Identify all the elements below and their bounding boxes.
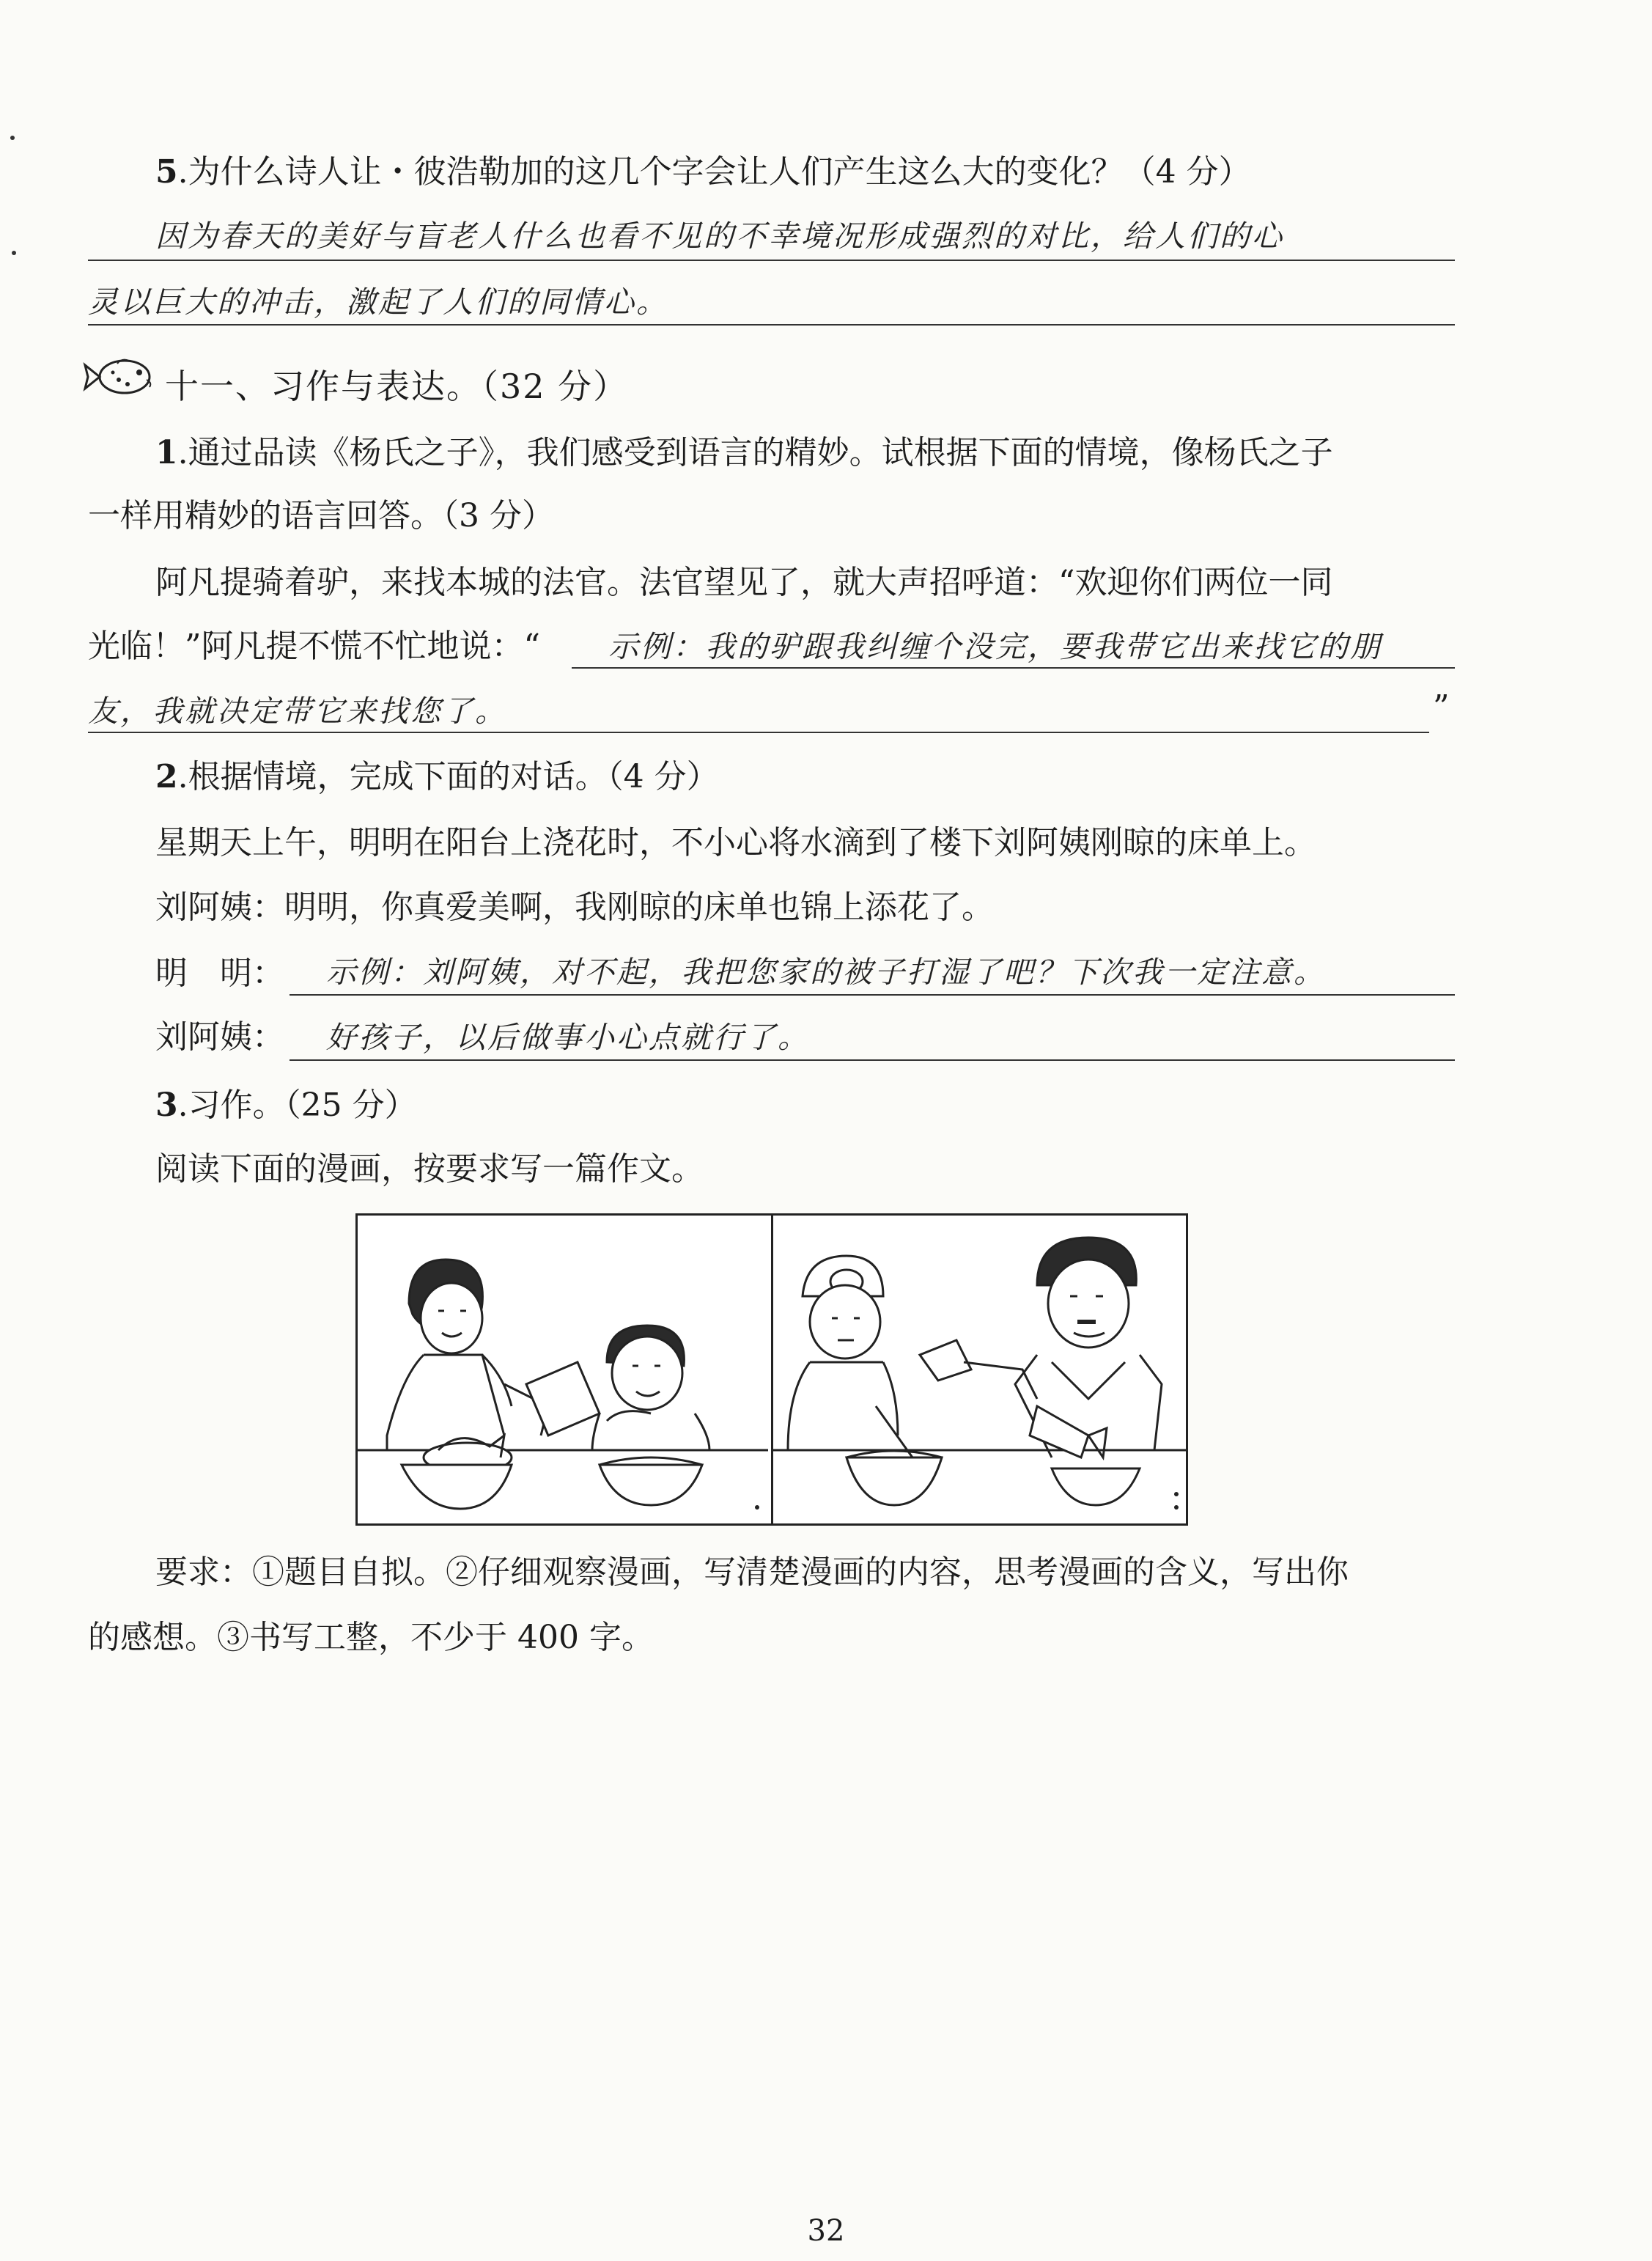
answer-underline (290, 1059, 1455, 1061)
s1-answer2: 友，我就决定带它来找您了。 (88, 694, 507, 729)
s1-number: 1 (155, 434, 178, 471)
margin-mark (10, 136, 15, 140)
s2-liu-line: 刘阿姨：明明，你真爱美啊，我刚晾的床单也锦上添花了。 (155, 889, 994, 926)
q5-question-text: .为什么诗人让・彼浩勒加的这几个字会让人们产生这么大的变化？（4 分） (177, 153, 1251, 191)
section-11-title: 十一、习作与表达。（32 分） (165, 367, 629, 406)
answer-underline (88, 260, 1455, 261)
q5-number: 5 (155, 153, 178, 191)
s2-liu-label: 刘阿姨： (155, 1018, 284, 1056)
s2-scene: 星期天上午，明明在阳台上浇花时，不小心将水滴到了楼下刘阿姨刚晾的床单上。 (155, 824, 1316, 861)
q5-answer-line2: 灵以巨大的冲击，激起了人们的同情心。 (88, 284, 668, 320)
fish-icon (81, 350, 161, 402)
s1-story1: 阿凡提骑着驴，来找本城的法官。法官望见了，就大声招呼道：“欢迎你们两位一同 (155, 564, 1333, 601)
answer-underline (290, 994, 1455, 996)
s2-liu-answer: 好孩子，以后做事小心点就行了。 (326, 1020, 810, 1055)
s1-story2-prefix: 光临！”阿凡提不慌不忙地说：“ (88, 628, 540, 665)
s1-close-quote: ” (1433, 688, 1450, 726)
page-number: 32 (807, 2214, 845, 2248)
s2-ming-label: 明 明： (155, 955, 284, 992)
answer-underline (572, 667, 1455, 669)
comic-panel-2 (771, 1216, 1187, 1523)
s2-ming-answer: 示例：刘阿姨，对不起，我把您家的被子打湿了吧？下次我一定注意。 (326, 955, 1326, 990)
answer-underline (88, 324, 1455, 326)
s2-title-text: .根据情境，完成下面的对话。（4 分） (177, 758, 719, 795)
q5-answer-line1: 因为春天的美好与盲老人什么也看不见的不幸境况形成强烈的对比，给人们的心 (155, 218, 1284, 254)
s3-instruction: 阅读下面的漫画，按要求写一篇作文。 (155, 1150, 704, 1188)
answer-underline (88, 732, 1429, 733)
comic-strip (355, 1213, 1188, 1526)
s3-title-text: .习作。（25 分） (177, 1087, 417, 1124)
s1-line1 (155, 431, 1333, 475)
s3-title (155, 1084, 417, 1128)
s2-title (155, 755, 719, 799)
s3-number: 3 (155, 1087, 178, 1124)
s2-number: 2 (155, 758, 178, 795)
s3-requirement-line2: 的感想。③书写工整，不少于 400 字。 (88, 1619, 654, 1656)
s1-line1-text: .通过品读《杨氏之子》，我们感受到语言的精妙。试根据下面的情境，像杨氏之子 (177, 434, 1333, 471)
q5-question (155, 150, 1251, 194)
margin-mark (12, 251, 16, 255)
s3-requirement-line1: 要求：①题目自拟。②仔细观察漫画，写清楚漫画的内容，思考漫画的含义，写出你 (155, 1554, 1349, 1591)
s1-line2: 一样用精妙的语言回答。（3 分） (88, 497, 554, 534)
comic-panel-1 (358, 1216, 771, 1523)
s1-answer1: 示例：我的驴跟我纠缠个没完，要我带它出来找它的朋 (608, 629, 1382, 664)
